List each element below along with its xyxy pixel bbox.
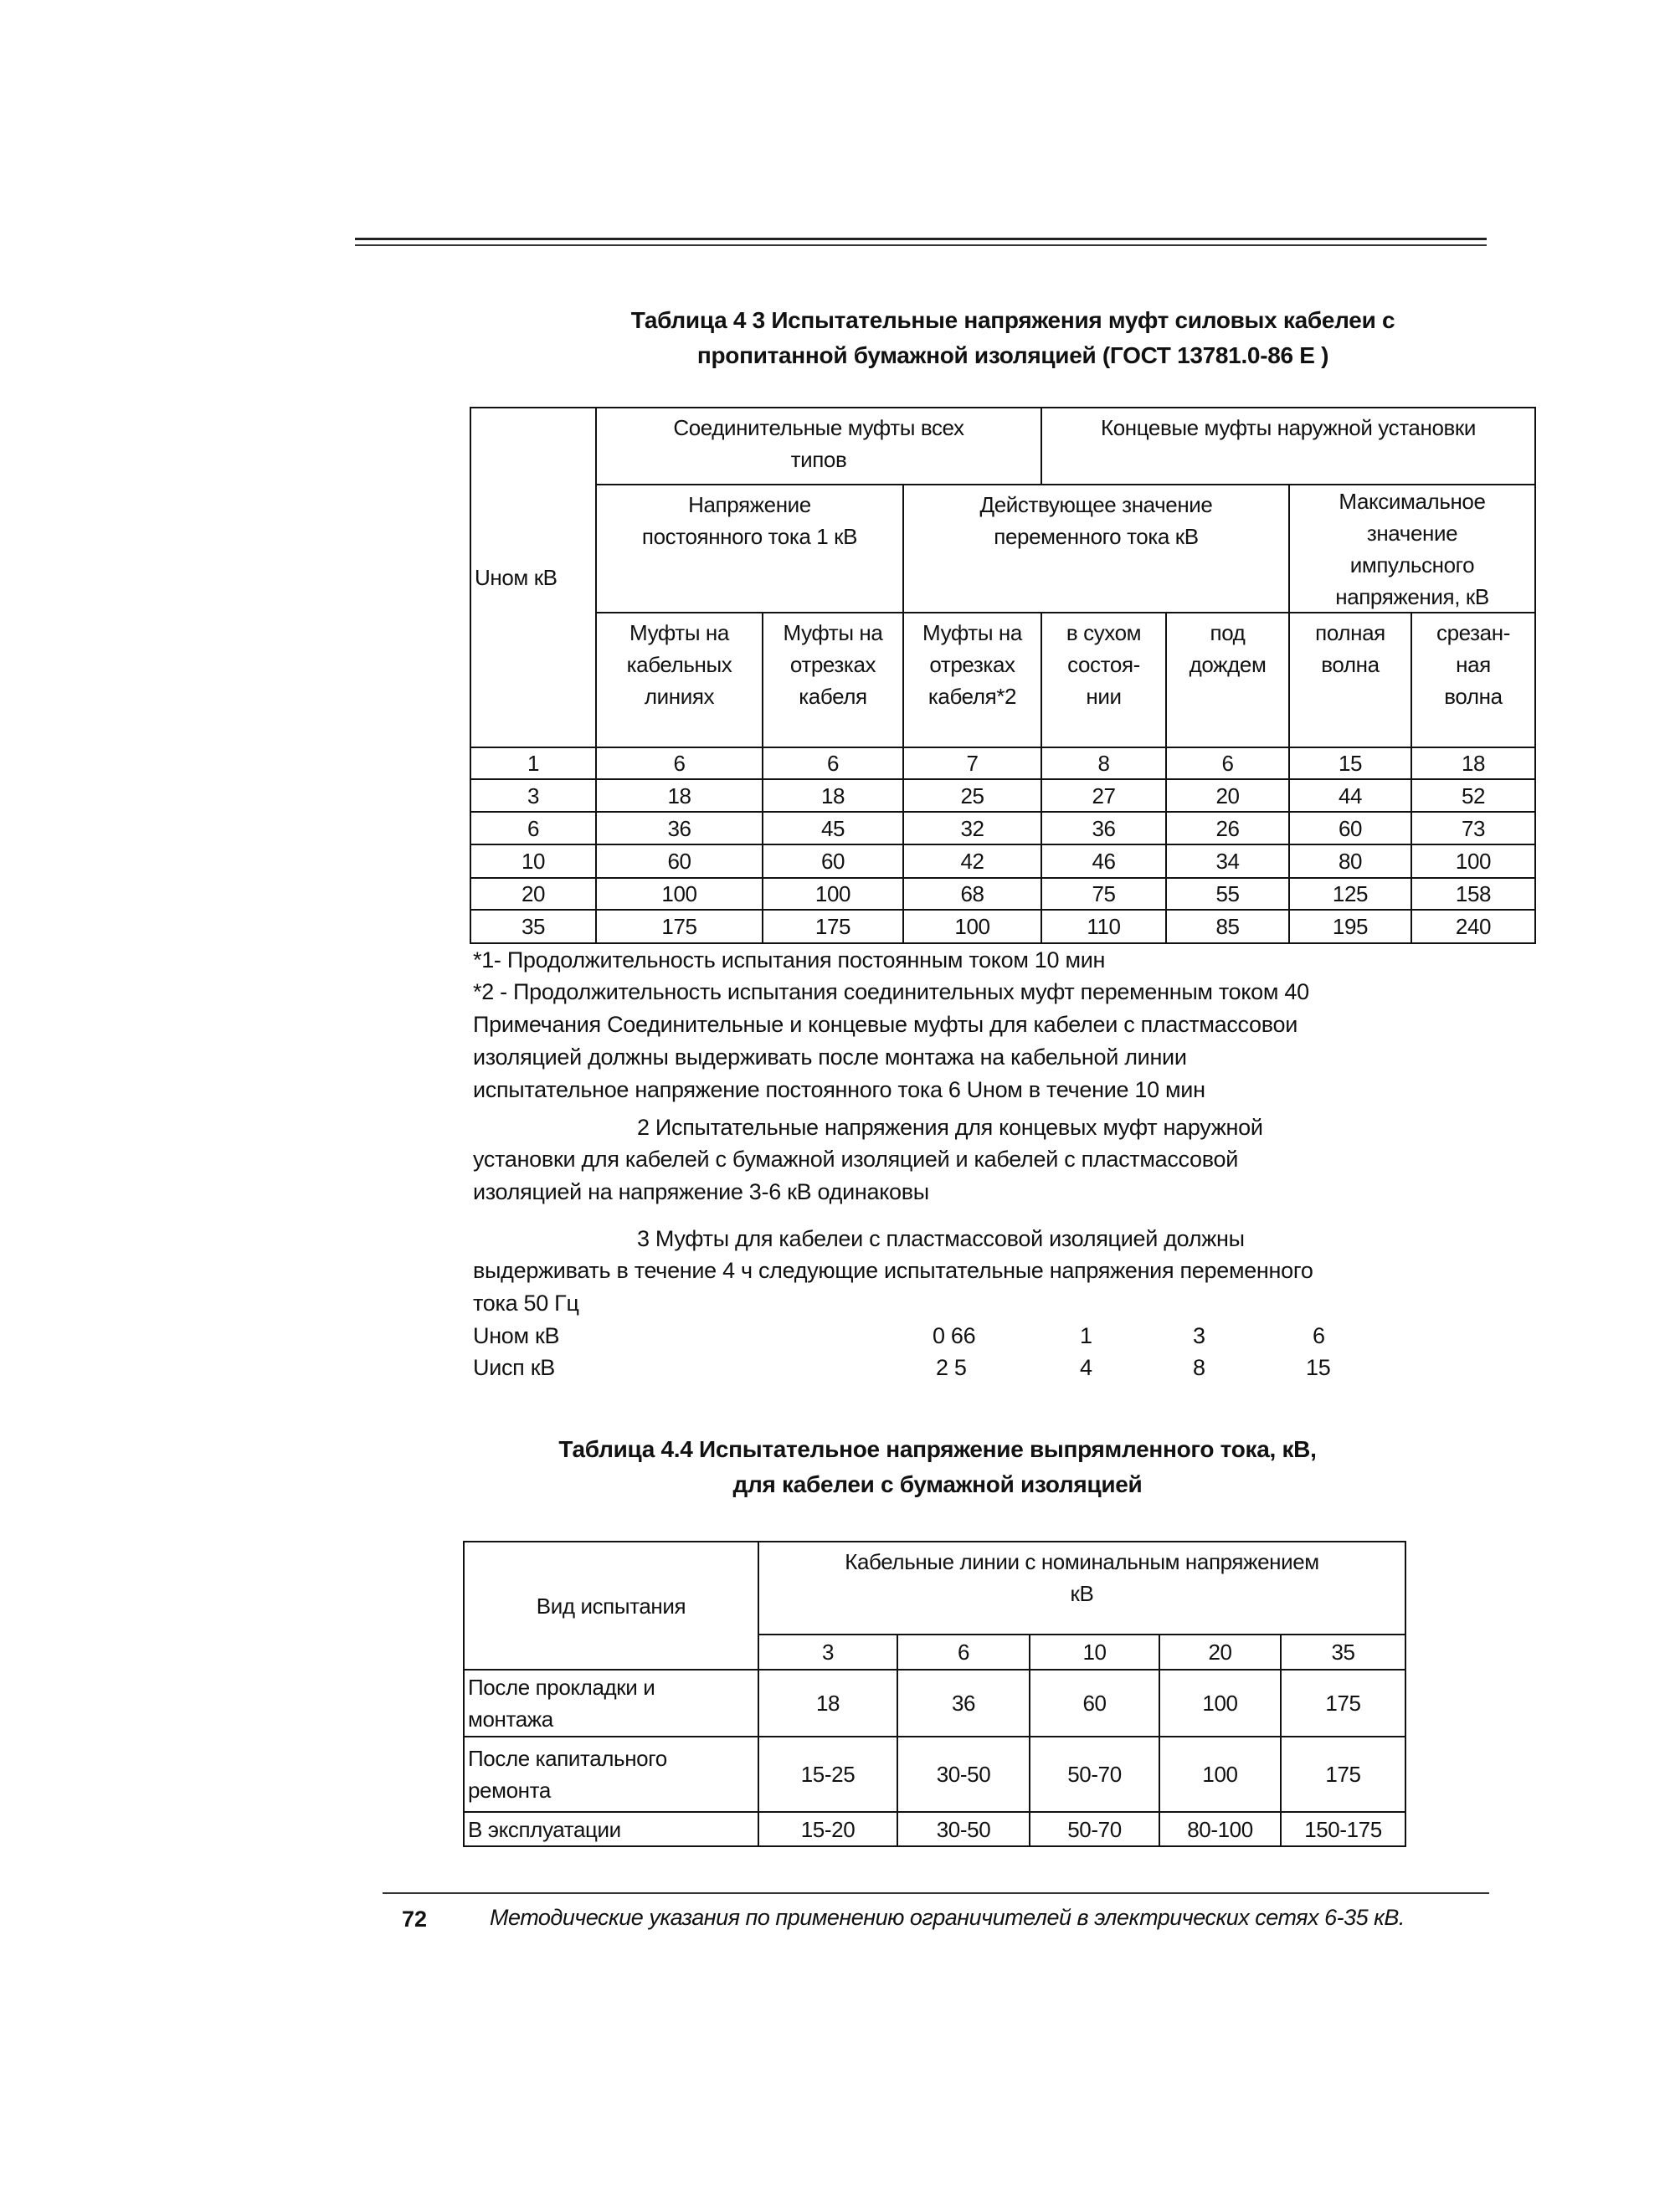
- cell-text: волна: [1321, 652, 1380, 677]
- table-4-3-title-line1: Таблица 4 3 Испытательные напряжения муфт силовых кабелеи с: [630, 307, 1395, 333]
- cell-text: 6: [1221, 751, 1234, 776]
- table-cell: [1159, 1669, 1282, 1737]
- cell-text: полная: [1315, 620, 1385, 645]
- header-text: типов: [790, 447, 847, 472]
- uisp-value: 2 5: [936, 1355, 967, 1380]
- note-1-line3: испытательное напряжение постоянного тока 6 Uном в течение 10 мин: [473, 1077, 1205, 1102]
- row-unom-cell: [470, 747, 597, 780]
- table-cell: [1165, 844, 1290, 879]
- cell-text: 125: [1332, 881, 1369, 906]
- subheader-cell: [902, 612, 1042, 748]
- footnote-1: *1- Продолжительность испытания постоянным током 10 мин: [473, 947, 1106, 973]
- note-2-line3: изоляцией на напряжение 3-6 кВ одинаковы: [473, 1179, 929, 1204]
- cell-text: 25: [960, 783, 984, 808]
- subheader-cell: [762, 612, 904, 748]
- table-cell: [1041, 909, 1167, 944]
- cell-text: 10: [521, 849, 546, 874]
- cell-text: 100: [1202, 1762, 1238, 1787]
- cell-text: в сухом: [1066, 620, 1142, 645]
- voltage-header-cell: [1280, 1634, 1406, 1671]
- row-label-cell: [463, 1736, 759, 1813]
- table-4-4-title-line2: для кабелеи с бумажной изоляцией: [732, 1471, 1143, 1497]
- cell-text: Муфты на: [783, 620, 883, 645]
- note-3-line3: тока 50 Гц: [473, 1291, 579, 1316]
- cell-text: 45: [820, 815, 845, 841]
- note-1-line2: изоляцией должны выдерживать после монтажа на кабельной линии: [473, 1044, 1187, 1070]
- header-text: Кабельные линии с номинальным напряжением: [845, 1549, 1319, 1574]
- table-cell: [758, 1736, 898, 1813]
- cell-text: 80-100: [1187, 1816, 1253, 1842]
- table-cell: [1041, 811, 1167, 845]
- table-cell: [1165, 747, 1290, 780]
- cell-text: 18: [1461, 751, 1486, 776]
- header-text: переменного тока кВ: [994, 524, 1199, 549]
- table-cell: [902, 778, 1042, 813]
- cell-text: 60: [1082, 1691, 1107, 1716]
- header-rule-secondary: [355, 244, 1487, 246]
- table-cell: [897, 1811, 1030, 1847]
- cell-text: состоя-: [1067, 652, 1140, 677]
- cell-text: 15: [1338, 751, 1363, 776]
- table-cell: [902, 909, 1042, 944]
- note-3-line1: 3 Муфты для кабелеи с пластмассовой изоляцией должны: [637, 1226, 1245, 1251]
- cell-text: 18: [667, 783, 691, 808]
- table-cell: [1288, 811, 1412, 845]
- cell-text: 100: [1455, 849, 1492, 874]
- cell-text: 15-25: [800, 1762, 856, 1787]
- table-cell: [1411, 877, 1536, 911]
- table-cell: [1165, 909, 1290, 944]
- table-cell: [1165, 811, 1290, 845]
- header-terminal-group: [1041, 407, 1536, 485]
- header-rule: [355, 238, 1487, 240]
- cell-text: ная: [1456, 652, 1491, 677]
- cell-text: 240: [1455, 914, 1492, 939]
- table-cell: [1411, 811, 1536, 845]
- uisp-value: 15: [1306, 1355, 1331, 1380]
- cell-text: ремонта: [468, 1778, 551, 1803]
- table-cell: [1411, 909, 1536, 944]
- row-unom-cell: [470, 811, 597, 845]
- cell-text: отрезках: [789, 652, 876, 677]
- cell-text: 8: [1097, 751, 1110, 776]
- table-cell: [1041, 877, 1167, 911]
- cell-text: 175: [1325, 1762, 1361, 1787]
- cell-text: 75: [1092, 881, 1116, 906]
- row-unom-cell: [470, 909, 597, 944]
- cell-text: 20: [1208, 1640, 1232, 1665]
- cell-text: 175: [814, 914, 851, 939]
- row-unom-cell: [470, 778, 597, 813]
- header-text: постоянного тока 1 кВ: [641, 524, 858, 549]
- table-cell: [902, 877, 1042, 911]
- voltage-header-cell: [1159, 1634, 1282, 1671]
- cell-text: линиях: [644, 684, 715, 709]
- table-cell: [1041, 844, 1167, 879]
- cell-text: 15-20: [800, 1816, 856, 1842]
- table-cell: [762, 844, 904, 879]
- header-text: Вид испытания: [536, 1593, 686, 1619]
- cell-text: 1: [527, 751, 540, 776]
- cell-text: 18: [820, 783, 845, 808]
- cell-text: срезан-: [1436, 620, 1510, 645]
- cell-text: 6: [527, 815, 540, 841]
- cell-text: 60: [667, 849, 691, 874]
- cell-text: под: [1210, 620, 1246, 645]
- table-cell: [758, 1811, 898, 1847]
- table-cell: [595, 844, 763, 879]
- cell-text: Муфты на: [922, 620, 1022, 645]
- header-text: значение: [1366, 521, 1458, 546]
- cell-text: 18: [815, 1691, 840, 1716]
- header-unom-label: Uном кВ: [475, 565, 558, 590]
- cell-text: волна: [1444, 684, 1503, 709]
- table-cell: [1159, 1811, 1282, 1847]
- cell-text: 44: [1338, 783, 1363, 808]
- subheader-cell: [1165, 612, 1290, 748]
- footnote-2: *2 - Продолжительность испытания соединительных муфт переменным током 40: [473, 979, 1309, 1004]
- cell-text: 36: [667, 815, 691, 841]
- cell-text: 150-175: [1304, 1816, 1382, 1842]
- cell-text: 30-50: [936, 1816, 991, 1842]
- cell-text: нии: [1086, 684, 1122, 709]
- subheader-cell: [1288, 612, 1412, 748]
- table-cell: [595, 778, 763, 813]
- cell-text: 34: [1215, 849, 1240, 874]
- table-4-4-title-line1: Таблица 4.4 Испытательное напряжение выпрямленного тока, кВ,: [558, 1436, 1317, 1462]
- cell-text: 110: [1087, 914, 1121, 939]
- cell-text: 27: [1092, 783, 1116, 808]
- cell-text: 50-70: [1067, 1762, 1122, 1787]
- cell-text: 100: [1202, 1691, 1238, 1716]
- table-cell: [1288, 877, 1412, 911]
- table-cell: [762, 747, 904, 780]
- table-cell: [1029, 1736, 1160, 1813]
- cell-text: монтажа: [468, 1706, 553, 1732]
- table-cell: [897, 1669, 1030, 1737]
- cell-text: 80: [1338, 849, 1363, 874]
- table-cell: [1280, 1669, 1406, 1737]
- row-unom-cell: [470, 844, 597, 879]
- cell-text: 32: [960, 815, 984, 841]
- table-cell: [595, 877, 763, 911]
- table-cell: [1159, 1736, 1282, 1813]
- table-cell: [1280, 1736, 1406, 1813]
- cell-text: 100: [954, 914, 990, 939]
- header-text: напряжения, кВ: [1335, 584, 1489, 609]
- uisp-value: 4: [1080, 1355, 1092, 1380]
- table-cell: [1029, 1669, 1160, 1737]
- table-cell: [1280, 1811, 1406, 1847]
- cell-text: После капитального: [468, 1746, 667, 1771]
- table-cell: [1411, 778, 1536, 813]
- cell-text: кабеля: [799, 684, 867, 709]
- cell-text: 26: [1215, 815, 1240, 841]
- subheader-cell: [1041, 612, 1167, 748]
- cell-text: 30-50: [936, 1762, 991, 1787]
- header-cable-lines: [758, 1541, 1406, 1635]
- cell-text: После прокладки и: [468, 1675, 655, 1700]
- header-test-type: [463, 1541, 759, 1671]
- unom-value: 3: [1193, 1323, 1205, 1348]
- table-cell: [1029, 1811, 1160, 1847]
- table-cell: [1288, 778, 1412, 813]
- voltage-header-cell: [758, 1634, 898, 1671]
- cell-text: 3: [527, 783, 540, 808]
- cell-text: 60: [820, 849, 845, 874]
- table-4-3-title-line2: пропитанной бумажной изоляцией (ГОСТ 13781.0-86 Е ): [696, 342, 1329, 368]
- header-unom: [470, 407, 597, 748]
- table-cell: [1288, 909, 1412, 944]
- cell-text: 46: [1092, 849, 1116, 874]
- table-cell: [762, 909, 904, 944]
- header-impulse-max: [1288, 484, 1536, 613]
- uisp-value: 8: [1193, 1355, 1205, 1380]
- cell-text: 36: [1092, 815, 1116, 841]
- cell-text: 52: [1461, 783, 1486, 808]
- table-cell: [1411, 844, 1536, 879]
- cell-text: 36: [951, 1691, 976, 1716]
- cell-text: 85: [1215, 914, 1240, 939]
- cell-text: кабельных: [626, 652, 732, 677]
- cell-text: дождем: [1189, 652, 1267, 677]
- cell-text: 35: [521, 914, 546, 939]
- cell-text: 35: [1331, 1640, 1355, 1665]
- cell-text: кабеля*2: [927, 684, 1017, 709]
- cell-text: 175: [661, 914, 697, 939]
- header-dc-voltage: [595, 484, 904, 613]
- cell-text: 195: [1332, 914, 1369, 939]
- header-text: кВ: [1070, 1581, 1094, 1606]
- note-3-line2: выдерживать в течение 4 ч следующие испытательные напряжения переменного: [473, 1258, 1313, 1283]
- table-cell: [762, 877, 904, 911]
- header-text: Соединительные муфты всех: [673, 415, 964, 440]
- cell-text: 20: [1215, 783, 1240, 808]
- cell-text: В эксплуатации: [468, 1816, 621, 1842]
- subheader-cell: [595, 612, 763, 748]
- cell-text: 100: [661, 881, 697, 906]
- footer-text: Методические указания по применению ограничителей в электрических сетях 6-35 кВ.: [490, 1905, 1405, 1930]
- cell-text: 50-70: [1067, 1816, 1122, 1842]
- note-2-line2: установки для кабелей с бумажной изоляцией и кабелей с пластмассовой: [473, 1147, 1238, 1172]
- voltage-header-cell: [1029, 1634, 1160, 1671]
- footer-rule: [383, 1892, 1489, 1894]
- header-ac-effective: [902, 484, 1290, 613]
- table-cell: [758, 1669, 898, 1737]
- cell-text: 73: [1461, 815, 1486, 841]
- cell-text: 100: [814, 881, 851, 906]
- header-text: Действующее значение: [979, 492, 1213, 517]
- cell-text: 7: [966, 751, 979, 776]
- cell-text: отрезках: [929, 652, 1015, 677]
- header-joint-group: [595, 407, 1042, 485]
- cell-text: 60: [1338, 815, 1363, 841]
- table-cell: [1165, 778, 1290, 813]
- row-label-cell: [463, 1811, 759, 1847]
- cell-text: 3: [821, 1640, 835, 1665]
- table-cell: [762, 811, 904, 845]
- page-number: 72: [402, 1907, 428, 1932]
- unom-value: 0 66: [933, 1323, 976, 1348]
- cell-text: 6: [826, 751, 840, 776]
- header-text: импульсного: [1349, 552, 1475, 577]
- cell-text: 68: [960, 881, 984, 906]
- note-1-line1: Примечания Соединительные и концевые муфты для кабелеи с пластмассовои: [473, 1012, 1298, 1037]
- table-cell: [902, 811, 1042, 845]
- header-text: Концевые муфты наружной установки: [1100, 415, 1477, 440]
- header-text: Напряжение: [688, 492, 811, 517]
- cell-text: 6: [957, 1640, 970, 1665]
- unom-value: 1: [1080, 1323, 1092, 1348]
- subheader-cell: [1411, 612, 1536, 748]
- cell-text: 20: [521, 881, 546, 906]
- table-cell: [1041, 747, 1167, 780]
- table-cell: [897, 1736, 1030, 1813]
- unom-value: 6: [1313, 1323, 1325, 1348]
- cell-text: 175: [1325, 1691, 1361, 1716]
- table-cell: [1411, 747, 1536, 780]
- table-cell: [595, 747, 763, 780]
- uisp-label: Uисп кВ: [473, 1355, 555, 1380]
- table-cell: [1288, 844, 1412, 879]
- cell-text: 10: [1082, 1640, 1107, 1665]
- table-cell: [1041, 778, 1167, 813]
- row-label-cell: [463, 1669, 759, 1737]
- header-text: Максимальное: [1339, 489, 1486, 514]
- cell-text: 42: [960, 849, 984, 874]
- cell-text: Муфты на: [629, 620, 729, 645]
- note-2-line1: 2 Испытательные напряжения для концевых муфт наружной: [637, 1115, 1263, 1140]
- table-cell: [902, 844, 1042, 879]
- voltage-header-cell: [897, 1634, 1030, 1671]
- table-cell: [595, 909, 763, 944]
- table-cell: [1288, 747, 1412, 780]
- table-cell: [1165, 877, 1290, 911]
- cell-text: 158: [1455, 881, 1492, 906]
- table-cell: [762, 778, 904, 813]
- row-unom-cell: [470, 877, 597, 911]
- cell-text: 6: [673, 751, 686, 776]
- cell-text: 55: [1215, 881, 1240, 906]
- unom-label: Uном кВ: [473, 1323, 560, 1348]
- table-cell: [595, 811, 763, 845]
- table-cell: [902, 747, 1042, 780]
